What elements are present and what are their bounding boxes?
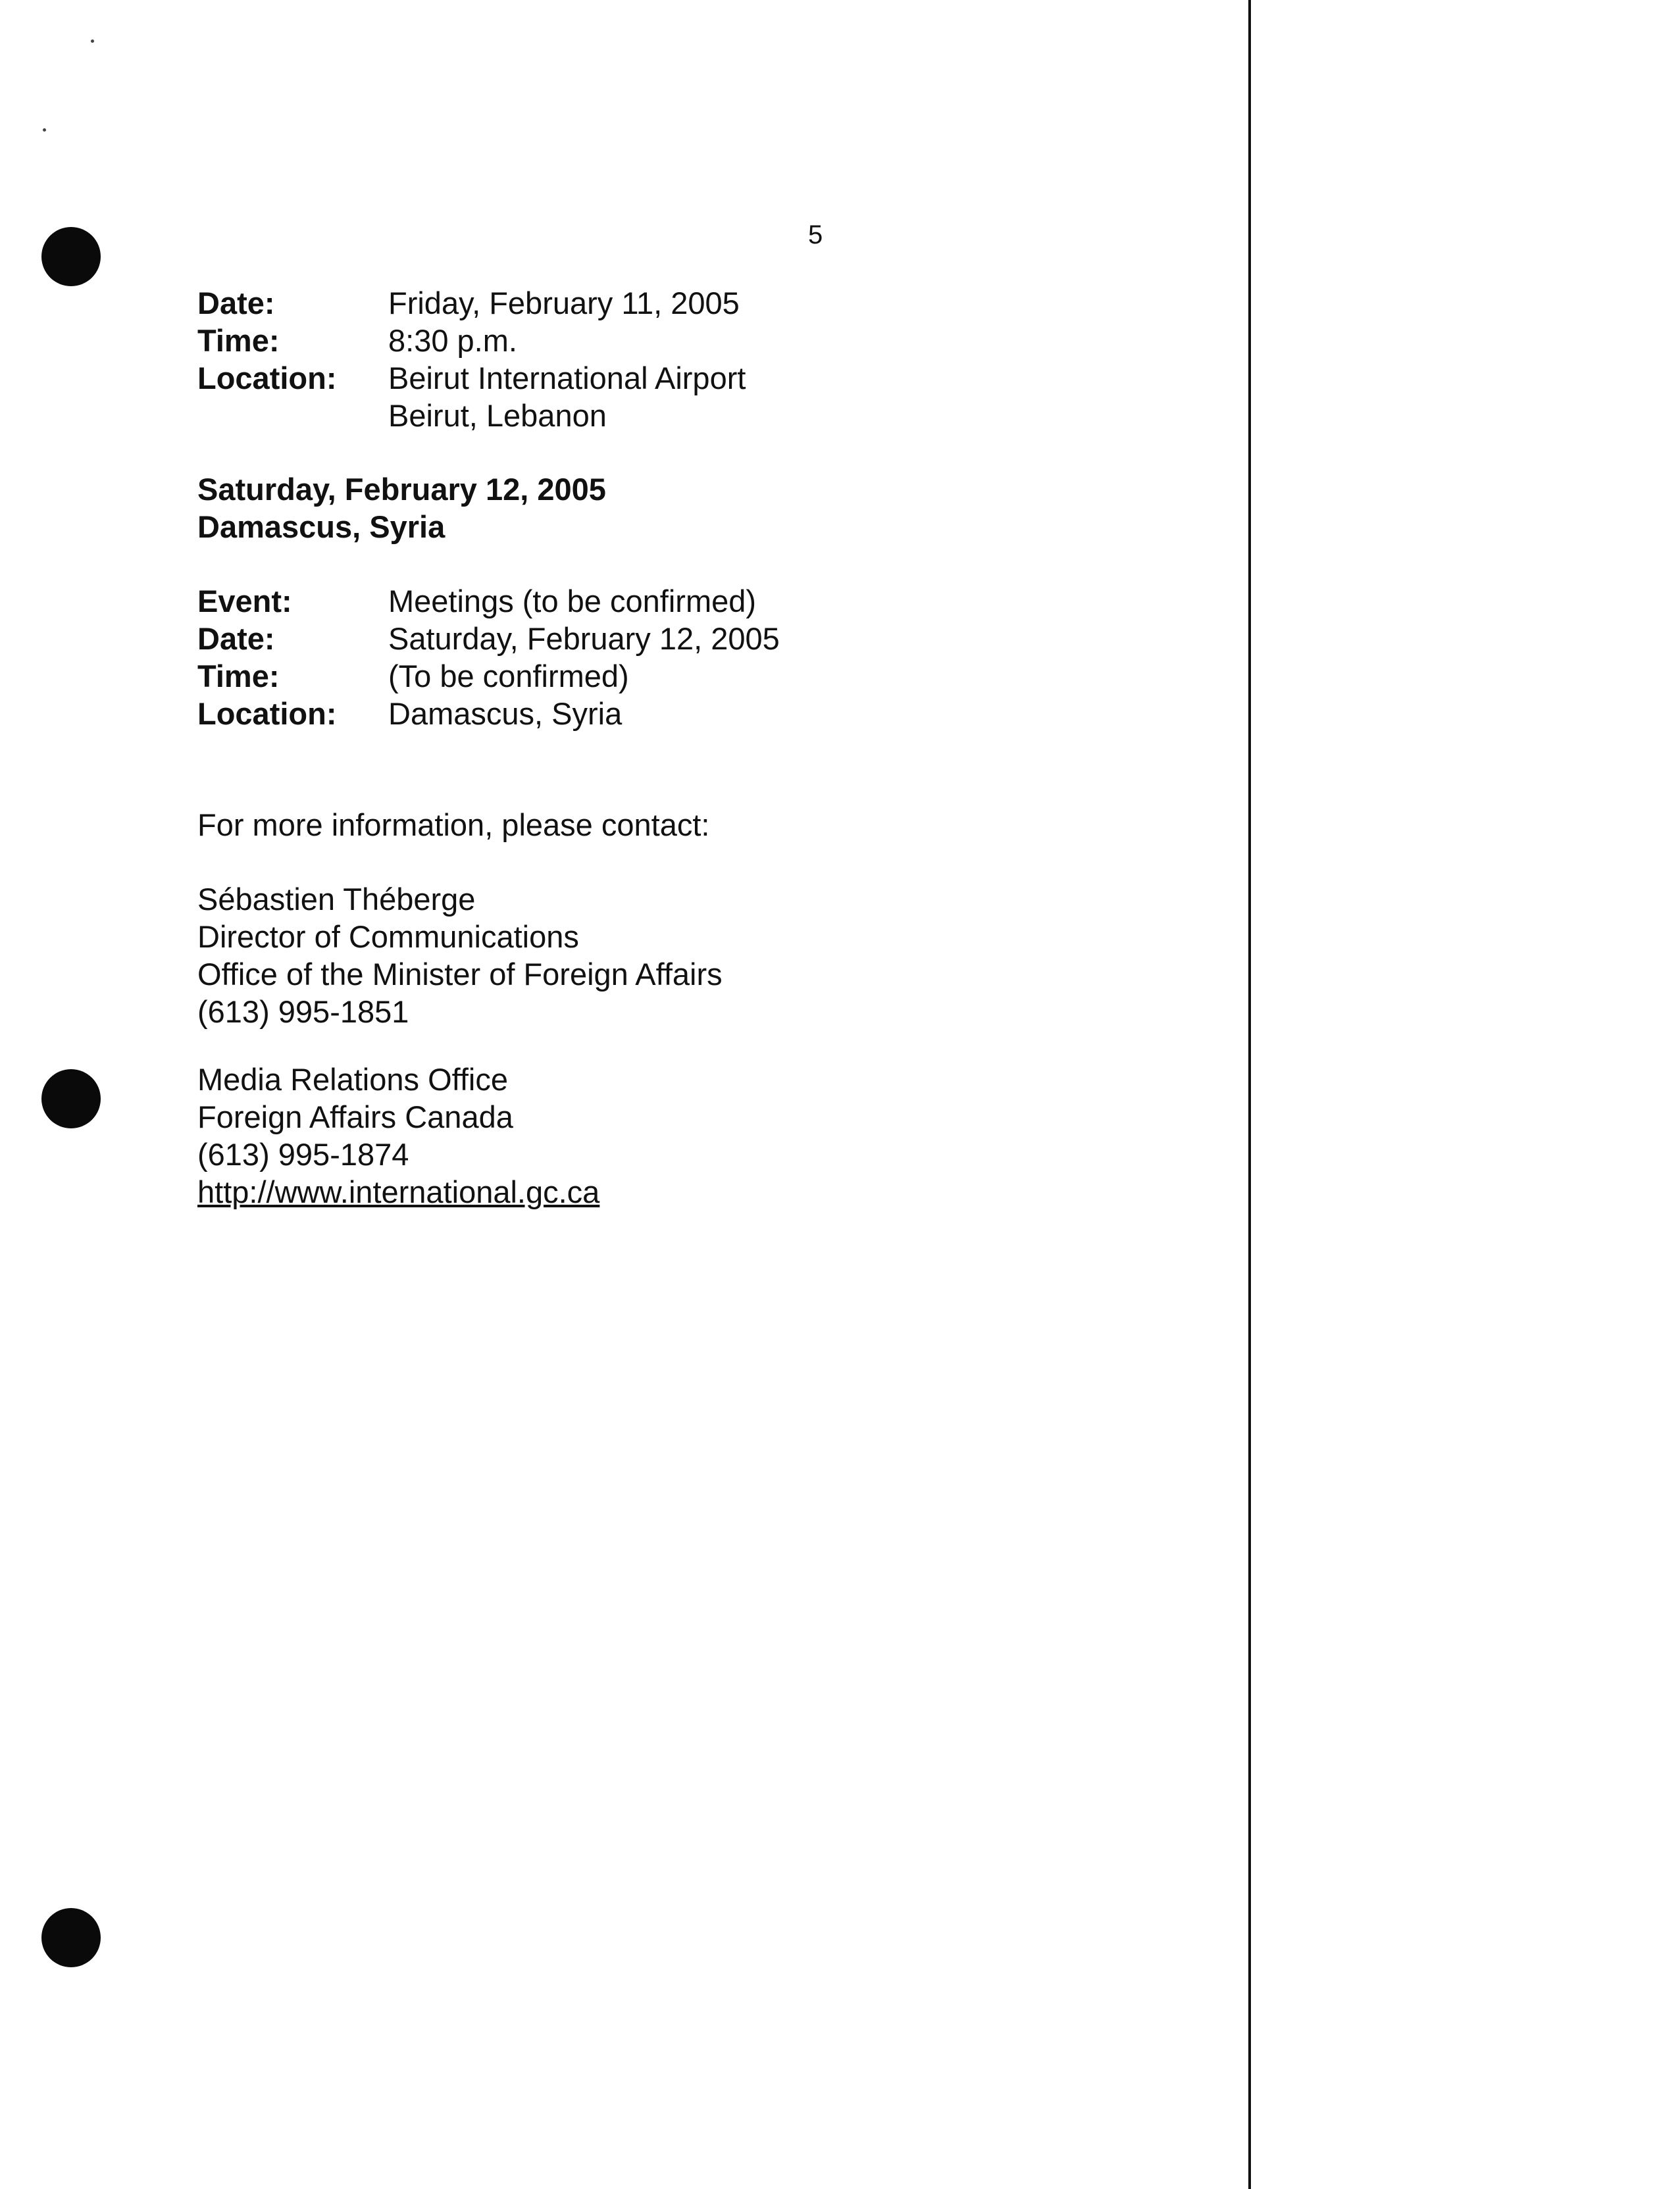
- punch-hole-middle: [41, 1069, 101, 1128]
- location-label: Location:: [197, 361, 337, 395]
- page-number: 5: [808, 220, 823, 249]
- date-label: Date:: [197, 286, 275, 320]
- event-2-date-row: [197, 620, 780, 657]
- time-value: (To be confirmed): [388, 659, 629, 693]
- location-label-blank: [197, 397, 388, 434]
- contact-intro-text: For more information, please contact:: [197, 807, 710, 842]
- contact-phone: (613) 995-1851: [197, 994, 409, 1029]
- scan-speck: [43, 128, 46, 132]
- event-2-time-row: [197, 657, 780, 695]
- media-phone: (613) 995-1874: [197, 1137, 409, 1172]
- time-label: Time:: [197, 323, 280, 358]
- event-1-time-row: [197, 322, 746, 359]
- date-label: Date:: [197, 621, 275, 656]
- event-1-location-row-2: [197, 397, 746, 434]
- contact-title: Director of Communications: [197, 919, 579, 954]
- event-label: Event:: [197, 584, 292, 618]
- punch-hole-top: [41, 227, 101, 286]
- scan-edge-line: [1248, 0, 1251, 2189]
- event-1-details: [197, 284, 746, 434]
- contact-1: [197, 880, 723, 1030]
- event-2-location-row: [197, 695, 780, 732]
- scan-speck: [91, 39, 94, 43]
- media-office: Media Relations Office: [197, 1062, 508, 1097]
- event-2-details: [197, 582, 780, 732]
- event-1-date-row: [197, 284, 746, 322]
- event-value: Meetings (to be confirmed): [388, 584, 757, 618]
- location-value-line-2: Beirut, Lebanon: [388, 398, 607, 433]
- time-label: Time:: [197, 659, 280, 693]
- location-value: Beirut International Airport: [388, 361, 746, 395]
- date-value: Saturday, February 12, 2005: [388, 621, 780, 656]
- date-value: Friday, February 11, 2005: [388, 286, 740, 320]
- website-link[interactable]: http://www.international.gc.ca: [197, 1174, 600, 1209]
- time-value: 8:30 p.m.: [388, 323, 517, 358]
- punch-hole-bottom: [41, 1908, 101, 1967]
- contact-name: Sébastien Théberge: [197, 882, 476, 917]
- location-value: Damascus, Syria: [388, 696, 623, 731]
- event-2-event-row: [197, 582, 780, 620]
- day-heading: [197, 470, 606, 545]
- organization: Foreign Affairs Canada: [197, 1099, 513, 1134]
- day-heading-date: Saturday, February 12, 2005: [197, 472, 606, 507]
- contact-office: Office of the Minister of Foreign Affairs: [197, 957, 723, 992]
- contact-2: [197, 1061, 599, 1211]
- contact-intro: [197, 806, 709, 843]
- location-label: Location:: [197, 696, 337, 731]
- event-1-location-row: [197, 359, 746, 397]
- day-heading-place: Damascus, Syria: [197, 509, 445, 544]
